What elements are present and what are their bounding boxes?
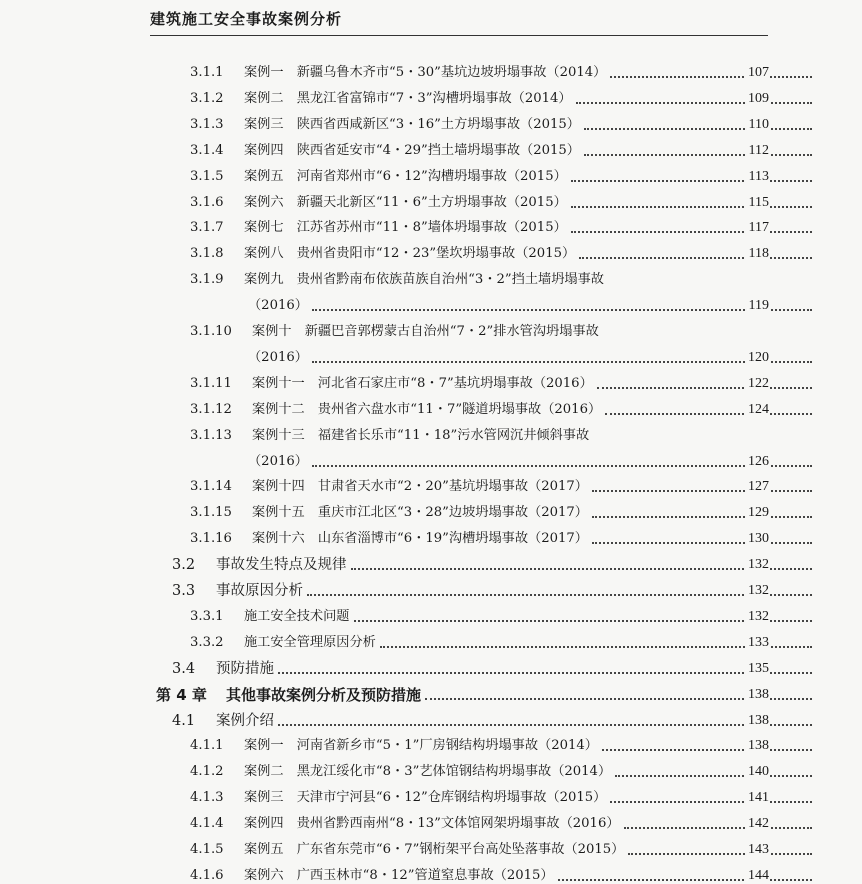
toc-entry [0, 549, 862, 573]
toc-page-number: 133 [745, 635, 769, 651]
toc-entry [0, 782, 862, 806]
dot-leader [592, 490, 812, 492]
toc-title: 案例二 黑龙江绥化市“8・3”艺体馆钢结构坍塌事故（2014） [244, 764, 612, 780]
toc-page-number: 130 [745, 531, 769, 547]
toc-number: 3.1.16 [190, 531, 232, 547]
toc-number: 3.1.3 [190, 116, 224, 132]
toc-title: 案例六 广西玉林市“8・12”管道窒息事故（2015） [244, 867, 554, 883]
dot-leader [558, 879, 812, 881]
dot-leader [624, 827, 812, 829]
dot-leader [610, 76, 812, 78]
toc-title: （2016） [248, 453, 308, 469]
toc-page-number: 126 [745, 454, 769, 470]
toc-number: 3.1.14 [190, 479, 232, 495]
toc-title: 案例介绍 [216, 712, 274, 729]
toc-title: 案例五 广东省东莞市“6・7”钢桁架平台高处坠落事故（2015） [244, 842, 625, 857]
dot-leader [278, 672, 812, 674]
toc-entry [0, 497, 862, 521]
dot-leader [571, 180, 812, 182]
toc-number: 3.1.12 [190, 401, 232, 417]
toc-number: 3.1.1 [190, 65, 224, 80]
toc-entry [0, 860, 862, 884]
toc-number: 4.1.2 [190, 764, 224, 780]
dot-leader [312, 309, 812, 311]
toc-number: 3.3.1 [190, 608, 224, 624]
toc-page-number: 144 [745, 868, 769, 884]
toc-page-number: 109 [745, 91, 769, 107]
toc-number: 3.3.2 [190, 634, 224, 650]
dot-leader [571, 206, 812, 208]
toc-page-number: 138 [745, 738, 769, 754]
toc-page-number: 132 [745, 583, 769, 599]
toc-page-number: 143 [745, 842, 769, 858]
dot-leader [597, 387, 812, 389]
toc-title: 案例一 河南省新乡市“5・1”厂房钢结构坍塌事故（2014） [244, 738, 598, 754]
dot-leader [579, 257, 812, 259]
toc-title: （2016） [248, 298, 308, 314]
toc-entry [0, 523, 862, 547]
toc-title: 案例四 陕西省延安市“4・29”挡土墙坍塌事故（2015） [244, 142, 580, 158]
toc-entry [0, 420, 862, 444]
dot-leader [605, 413, 812, 415]
toc-page-number: 129 [745, 505, 769, 521]
toc-number: 3.1.13 [190, 427, 232, 443]
toc-title: 案例二 黑龙江省富锦市“7・3”沟槽坍塌事故（2014） [244, 90, 572, 106]
dot-leader [278, 724, 812, 726]
toc-entry [0, 109, 862, 133]
toc-page-number: 140 [745, 764, 769, 780]
toc-number: 3.3 [172, 583, 196, 599]
toc-entry [0, 730, 862, 754]
toc-page-number: 132 [745, 557, 769, 573]
toc-entry [0, 238, 862, 262]
toc-title: 案例十四 甘肃省天水市“2・20”基坑坍塌事故（2017） [252, 479, 588, 495]
toc-entry [0, 756, 862, 780]
toc-number: 3.1.11 [190, 375, 232, 391]
dot-leader [584, 128, 812, 130]
toc-page-number: 120 [745, 350, 769, 366]
toc-title: 案例八 贵州省贵阳市“12・23”堡坎坍塌事故（2015） [244, 246, 576, 262]
toc-entry [0, 135, 862, 159]
toc-title: （2016） [248, 349, 308, 365]
toc-entry [0, 161, 862, 185]
toc-title: 案例三 陕西省西咸新区“3・16”土方坍塌事故（2015） [244, 116, 580, 132]
toc-entry [0, 187, 862, 211]
toc-entry [0, 471, 862, 495]
toc-title: 施工安全技术问题 [244, 608, 350, 624]
dot-leader [615, 775, 812, 777]
dot-leader [351, 568, 813, 570]
toc-title: 案例十二 贵州省六盘水市“11・7”隧道坍塌事故（2016） [252, 401, 602, 417]
toc-page-number: 107 [745, 65, 769, 81]
toc-number: 3.2 [172, 557, 196, 574]
toc-entry [0, 290, 862, 314]
toc-number: 3.1.6 [190, 194, 224, 210]
toc-title: 案例四 贵州省黔西南州“8・13”文体馆网架坍塌事故（2016） [244, 816, 620, 832]
toc-title: 案例六 新疆天北新区“11・6”土方坍塌事故（2015） [244, 194, 567, 210]
toc-entry [0, 834, 862, 858]
dot-leader [307, 594, 812, 596]
toc-title: 案例三 天津市宁河县“6・12”仓库钢结构坍塌事故（2015） [244, 790, 607, 806]
dot-leader [592, 542, 812, 544]
toc-page-number: 110 [746, 117, 769, 133]
toc-entry [0, 394, 862, 418]
toc-number: 3.1.8 [190, 246, 224, 262]
toc-number: 3.1.4 [190, 142, 224, 158]
toc-page-number: 127 [745, 479, 769, 495]
toc-entry [0, 627, 862, 651]
toc-title: 案例十五 重庆市江北区“3・28”边坡坍塌事故（2017） [252, 505, 588, 521]
dot-leader [628, 853, 812, 855]
toc-entry [0, 83, 862, 107]
toc-page-number: 122 [745, 376, 769, 392]
toc-page-number: 117 [746, 220, 769, 236]
toc-entry [0, 808, 862, 832]
toc-entry [0, 679, 862, 703]
toc-entry [0, 316, 862, 340]
toc-number: 第 4 章 [156, 685, 207, 704]
toc-number: 4.1.3 [190, 790, 224, 806]
dot-leader [576, 102, 812, 104]
toc-page-number: 141 [745, 790, 769, 806]
toc-page-number: 138 [745, 713, 769, 729]
toc-page-number: 112 [746, 143, 769, 159]
toc-number: 3.1.15 [190, 505, 232, 521]
toc-title: 案例十六 山东省淄博市“6・19”沟槽坍塌事故（2017） [252, 531, 588, 547]
toc-title: 预防措施 [216, 660, 274, 677]
dot-leader [602, 749, 812, 751]
toc-title: 案例一 新疆乌鲁木齐市“5・30”基坑边坡坍塌事故（2014） [244, 65, 607, 80]
toc-title: 案例五 河南省郑州市“6・12”沟槽坍塌事故（2015） [244, 168, 567, 184]
toc-page-number: 118 [746, 246, 769, 262]
toc-entry [0, 653, 862, 677]
toc-entry [0, 57, 862, 81]
toc-number: 3.1.5 [190, 168, 224, 184]
toc-entry [0, 446, 862, 470]
toc-number: 4.1.5 [190, 842, 224, 857]
toc-number: 3.1.9 [190, 272, 224, 288]
toc-title: 其他事故案例分析及预防措施 [226, 685, 422, 704]
toc-title: 案例十一 河北省石家庄市“8・7”基坑坍塌事故（2016） [252, 375, 593, 391]
toc-number: 3.1.2 [190, 90, 224, 106]
toc-page-number: 115 [746, 195, 769, 211]
toc-page-number: 113 [746, 169, 769, 185]
toc-number: 4.1.1 [190, 738, 224, 754]
dot-leader [312, 361, 812, 363]
toc-page-number: 119 [746, 298, 769, 314]
toc-title: 案例十 新疆巴音郭楞蒙古自治州“7・2”排水管沟坍塌事故 [252, 324, 599, 339]
toc-title: 案例九 贵州省黔南布依族苗族自治州“3・2”挡土墙坍塌事故 [244, 272, 604, 288]
running-header: 建筑施工安全事故案例分析 [150, 10, 343, 28]
toc-entry [0, 601, 862, 625]
dot-leader [571, 231, 812, 233]
toc-title: 事故发生特点及规律 [216, 557, 347, 574]
dot-leader [610, 801, 812, 803]
toc-number: 4.1.4 [190, 816, 224, 832]
toc-page-number: 124 [745, 402, 769, 418]
dot-leader [312, 465, 812, 467]
toc-title: 案例七 江苏省苏州市“11・8”墙体坍塌事故（2015） [244, 220, 567, 236]
toc-page-number: 132 [745, 609, 769, 625]
toc-page-number: 142 [745, 816, 769, 832]
toc-title: 案例十三 福建省长乐市“11・18”污水管网沉井倾斜事故 [252, 427, 590, 443]
toc-title: 事故原因分析 [216, 583, 303, 599]
toc-number: 4.1 [172, 712, 196, 729]
toc-number: 4.1.6 [190, 867, 224, 883]
dot-leader [354, 620, 813, 622]
toc-entry [0, 368, 862, 392]
dot-leader [584, 154, 812, 156]
toc-title: 施工安全管理原因分析 [244, 634, 376, 650]
toc-number: 3.4 [172, 660, 196, 677]
header-rule [150, 35, 768, 36]
toc-number: 3.1.7 [190, 220, 224, 236]
toc-number: 3.1.10 [190, 324, 232, 339]
toc-page-number: 135 [745, 661, 769, 677]
toc-entry [0, 705, 862, 729]
toc-page-number: 138 [745, 687, 769, 703]
toc-entry [0, 212, 862, 236]
toc-entry [0, 342, 862, 366]
toc-entry [0, 575, 862, 599]
dot-leader [592, 516, 812, 518]
toc-entry [0, 264, 862, 288]
